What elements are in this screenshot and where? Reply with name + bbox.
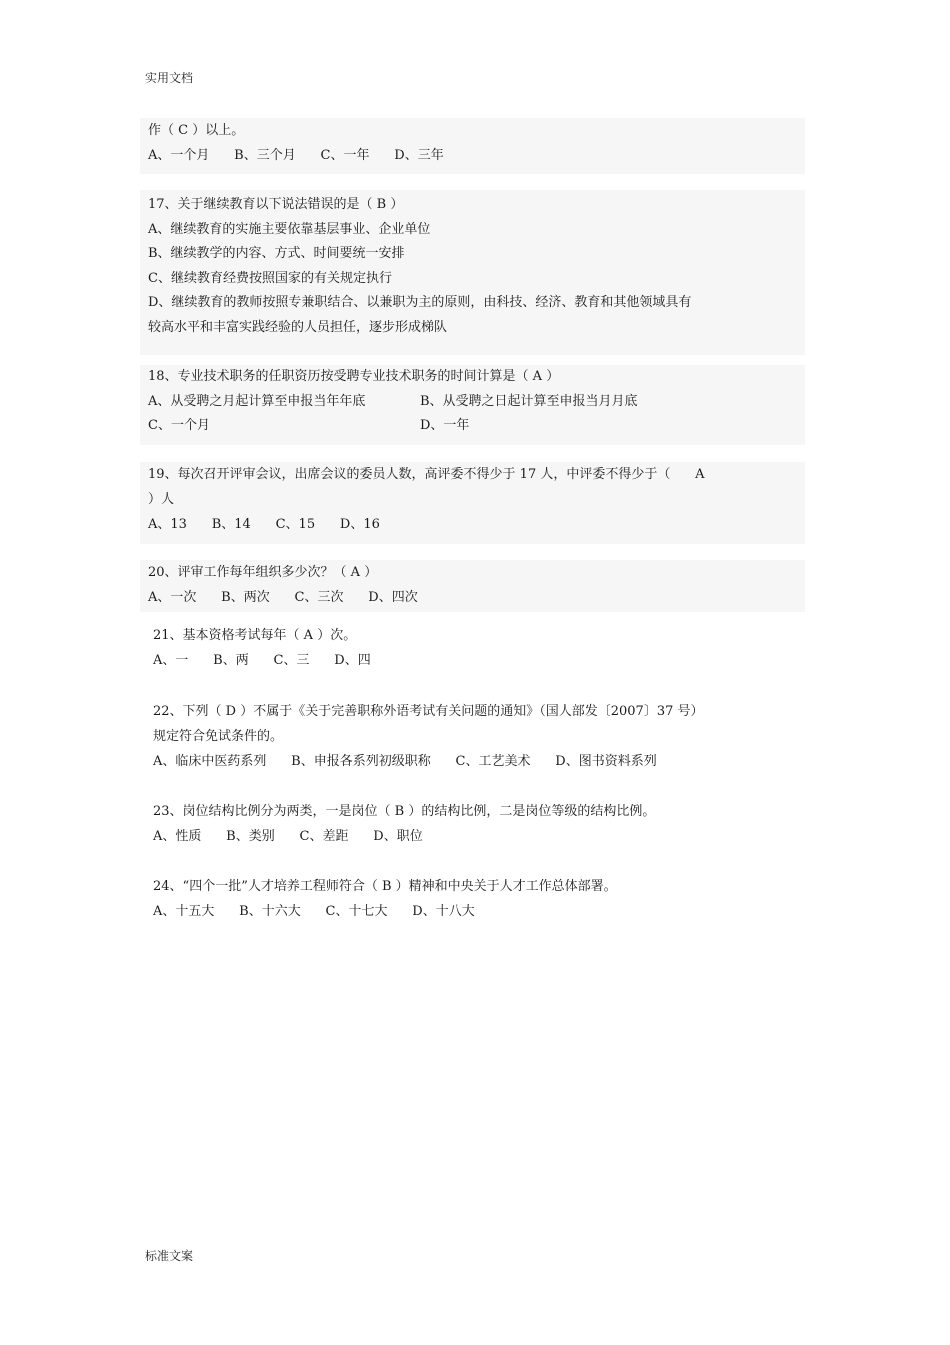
page-header: 实用文档	[145, 71, 194, 85]
q21-options: A、一 B、两 C、三 D、四	[153, 653, 371, 668]
q19-stem-line1: 19、每次召开评审会议，出席会议的委员人数，高评委不得少于 17 人，中评委不得少于（ A	[148, 467, 705, 482]
q24-options: A、十五大 B、十六大 C、十七大 D、十八大	[153, 904, 475, 919]
q22-stem-line2: 规定符合免试条件的。	[153, 729, 284, 744]
q17-option-b: B、继续教学的内容、方式、时间要统一安排	[148, 246, 405, 261]
q23-options: A、性质 B、类别 C、差距 D、职位	[153, 829, 423, 844]
q19-options: A、13 B、14 C、15 D、16	[148, 517, 380, 532]
q22-options: A、临床中医药系列 B、申报各系列初级职称 C、工艺美术 D、图书资料系列	[153, 754, 657, 769]
q18-stem: 18、专业技术职务的任职资历按受聘专业技术职务的时间计算是（ A ）	[148, 369, 560, 384]
q16-stem-tail: 作（ C ）以上。	[148, 123, 245, 138]
q17-option-c: C、继续教育经费按照国家的有关规定执行	[148, 271, 392, 286]
q24-stem: 24、“四个一批”人才培养工程师符合（ B ）精神和中央关于人才工作总体部署。	[153, 879, 617, 894]
page-footer: 标准文案	[145, 1249, 194, 1263]
q18-option-c: C、一个月	[148, 418, 210, 433]
q17-option-d-line1: D、继续教育的教师按照专兼职结合、以兼职为主的原则，由科技、经济、教育和其他领域具有	[148, 295, 692, 310]
q18-option-b: B、从受聘之日起计算至申报当月月底	[420, 394, 638, 409]
q18-option-a: A、从受聘之月起计算至申报当年年底	[148, 394, 366, 409]
q21-stem: 21、基本资格考试每年（ A ）次。	[153, 628, 357, 643]
q20-stem: 20、评审工作每年组织多少次？（ A ）	[148, 565, 378, 580]
q19-stem-line2: ）人	[148, 492, 175, 507]
q17-option-d-line2: 较高水平和丰富实践经验的人员担任，逐步形成梯队	[148, 320, 448, 335]
q20-options: A、一次 B、两次 C、三次 D、四次	[148, 590, 418, 605]
q23-stem: 23、岗位结构比例分为两类，一是岗位（ B ）的结构比例，二是岗位等级的结构比例。	[153, 804, 656, 819]
q18-option-d: D、一年	[420, 418, 470, 433]
q16-options: A、一个月 B、三个月 C、一年 D、三年	[148, 148, 444, 163]
q17-stem: 17、关于继续教育以下说法错误的是（ B ）	[148, 197, 404, 212]
q17-option-a: A、继续教育的实施主要依靠基层事业、企业单位	[148, 222, 431, 237]
q22-stem-line1: 22、下列（ D ）不属于《关于完善职称外语考试有关问题的通知》（国人部发〔2007〕37 号）	[153, 704, 704, 719]
